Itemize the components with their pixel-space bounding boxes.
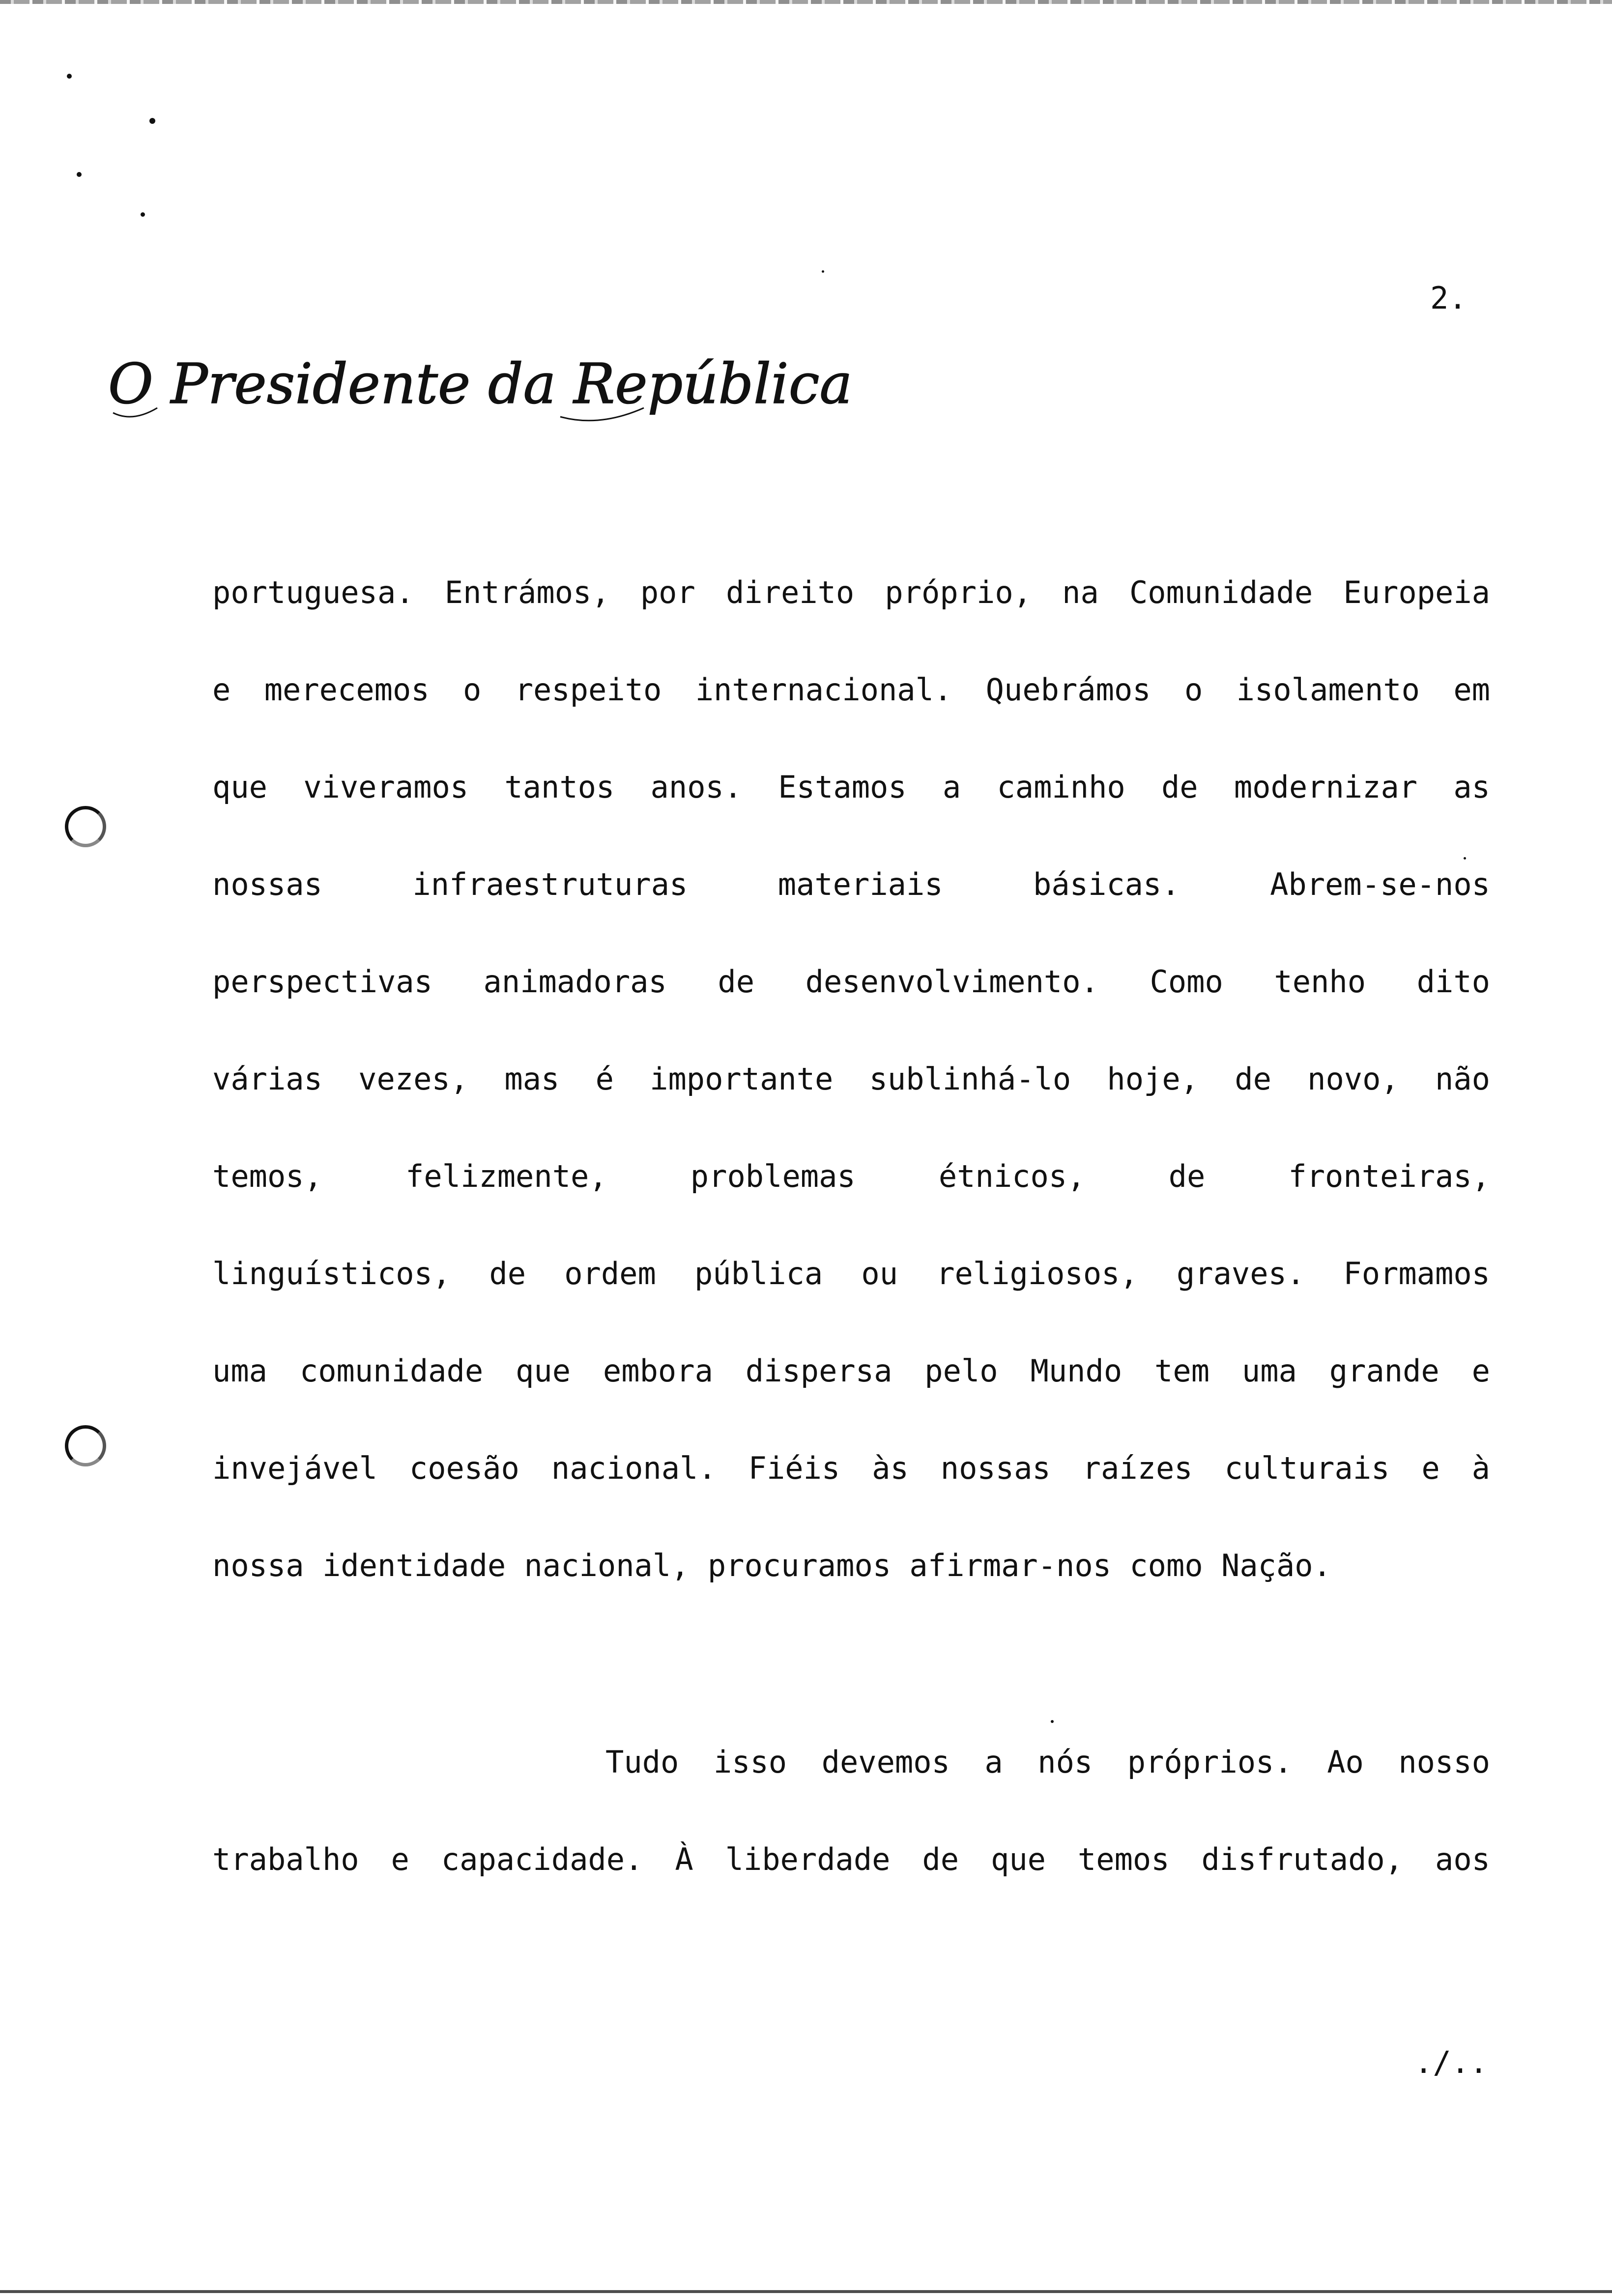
letterhead-script bbox=[103, 334, 853, 432]
punch-hole bbox=[65, 806, 106, 847]
body-text-line: Tudo isso devemos a nós próprios. Ao nosso bbox=[605, 1744, 1490, 1780]
punch-hole bbox=[65, 1425, 106, 1466]
body-text-line: portuguesa. Entrámos, por direito próprio, na Comunidade Europeia bbox=[212, 574, 1490, 610]
body-text-line: e merecemos o respeito internacional. Quebrámos o isolamento em bbox=[212, 672, 1490, 708]
scan-speck bbox=[141, 212, 145, 217]
scan-speck bbox=[67, 74, 72, 79]
scan-speck bbox=[149, 118, 155, 124]
body-text-line: nossa identidade nacional, procuramos afirmar-nos como Nação. bbox=[212, 1548, 1331, 1583]
body-text-line: linguísticos, de ordem pública ou religiosos, graves. Formamos bbox=[212, 1256, 1490, 1292]
body-text-line: nossas infraestruturas materiais básicas. Abrem-se-nos bbox=[212, 866, 1490, 902]
scan-edge-bottom bbox=[0, 2290, 1612, 2293]
continuation-mark: ./.. bbox=[1414, 2044, 1488, 2080]
body-text-line: perspectivas animadoras de desenvolvimento. Como tenho dito bbox=[212, 964, 1490, 1000]
scan-speck bbox=[1051, 1720, 1054, 1723]
scan-speck bbox=[77, 172, 82, 177]
page-number: 2. bbox=[1430, 280, 1467, 316]
body-text-line: temos, felizmente, problemas étnicos, de fronteiras, bbox=[212, 1158, 1490, 1194]
body-text-line: invejável coesão nacional. Fiéis às nossas raízes culturais e à bbox=[212, 1450, 1490, 1486]
scan-edge-top bbox=[0, 0, 1612, 4]
body-text-line: trabalho e capacidade. À liberdade de que temos disfrutado, aos bbox=[212, 1841, 1490, 1877]
body-text-line: que viveramos tantos anos. Estamos a caminho de modernizar as bbox=[212, 769, 1490, 805]
scan-speck bbox=[1464, 857, 1466, 860]
scan-speck bbox=[822, 270, 824, 273]
svg-text:O Presidente da República: O Presidente da República bbox=[108, 352, 853, 416]
body-text-line: uma comunidade que embora dispersa pelo Mundo tem uma grande e bbox=[212, 1353, 1490, 1389]
body-text-line: várias vezes, mas é importante sublinhá-lo hoje, de novo, não bbox=[212, 1061, 1490, 1097]
